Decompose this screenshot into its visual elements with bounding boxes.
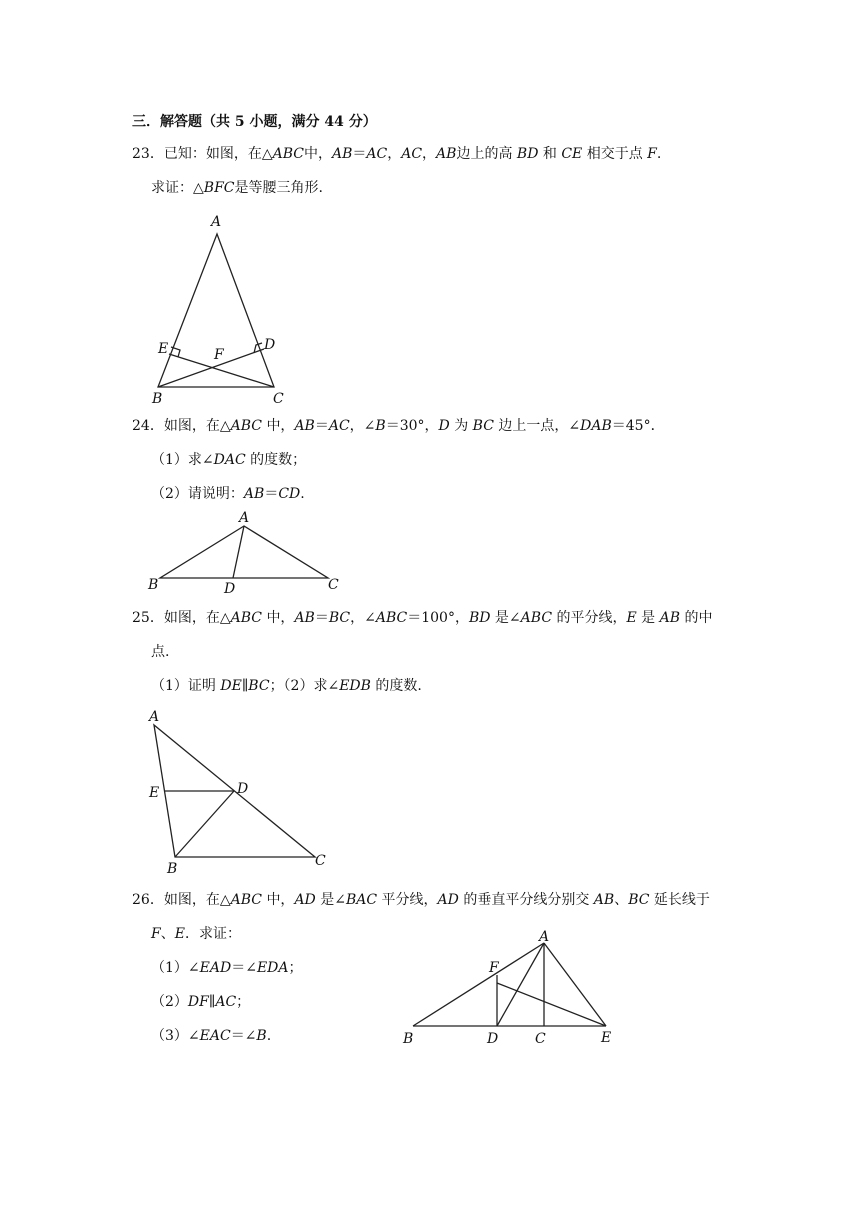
q26-part2	[151, 992, 250, 1012]
q23-var: BFC	[203, 180, 235, 196]
q25-parts	[151, 676, 422, 696]
q26-var: EDA	[256, 960, 289, 976]
q24-segment-ad	[233, 526, 244, 578]
q23-label-c: C	[273, 391, 284, 407]
q25-var: BC	[328, 610, 351, 626]
q23-text: 边上的高	[456, 146, 513, 162]
q25-label-a: A	[149, 709, 160, 725]
q23-label-f: F	[214, 347, 224, 363]
q25-var: BC	[248, 678, 270, 694]
q26-part3	[151, 1026, 271, 1046]
q24-text: 边上一点，∠	[498, 418, 581, 434]
q23-text: 是等腰三角形.	[234, 180, 323, 196]
q23-text: ，	[387, 146, 402, 162]
q25-segment-bd	[175, 791, 234, 857]
q25-text: 如图，在△	[163, 610, 231, 626]
q25-var: E	[626, 610, 637, 626]
q24-part1	[151, 450, 306, 470]
q24-text: ＝	[264, 486, 279, 502]
q24-statement	[132, 416, 665, 436]
q23-number: 23．	[132, 146, 164, 162]
q26-var: AC	[215, 994, 237, 1010]
q26-text: 、	[614, 892, 629, 908]
q26-var: BC	[628, 892, 650, 908]
q24-figure	[145, 510, 345, 600]
q25-label-b: B	[167, 861, 178, 877]
q26-label-c: C	[535, 1031, 546, 1047]
q24-part2	[151, 484, 305, 504]
q26-segment-ba	[413, 943, 544, 1026]
q26-number: 26．	[132, 892, 164, 908]
q25-var: ABC	[520, 610, 553, 626]
q26-var: AD	[437, 892, 459, 908]
q25-text: ；（2）求∠	[269, 678, 340, 694]
q25-text: 的度数.	[375, 678, 422, 694]
q26-text: 平分线，	[381, 892, 438, 908]
q26-text: .	[266, 1028, 272, 1044]
q24-text: 为	[454, 418, 469, 434]
q24-var: DAC	[213, 452, 246, 468]
q24-number: 24．	[132, 418, 164, 434]
q26-text: （1）∠	[151, 960, 200, 976]
q25-var: AB	[659, 610, 681, 626]
q23-text: ，	[422, 146, 437, 162]
q25-label-c: C	[315, 853, 326, 869]
q23-var: AB	[436, 146, 457, 162]
q23-triangle	[158, 234, 274, 387]
q26-var: E	[174, 926, 185, 942]
q24-text: 的度数；	[250, 452, 307, 468]
q23-prove	[151, 178, 323, 198]
q26-text: （2）	[151, 994, 188, 1010]
q25-label-d: D	[237, 781, 249, 797]
q23-text: ＝	[352, 146, 367, 162]
q23-var: ABC	[272, 146, 304, 162]
q26-text: 的垂直平分线分别交	[463, 892, 590, 908]
q24-var: AB	[294, 418, 315, 434]
q23-text: 相交于点	[586, 146, 643, 162]
q26-part1	[151, 958, 303, 978]
q25-text: ，∠	[350, 610, 376, 626]
q24-text: ＝45°．	[611, 418, 665, 434]
q26-var: B	[256, 1028, 267, 1044]
q25-text: 是	[641, 610, 656, 626]
q24-var: CD	[278, 486, 301, 502]
q24-text: ＝30°，	[385, 418, 439, 434]
q23-var: AB	[331, 146, 353, 162]
q26-var: EAC	[199, 1028, 231, 1044]
q26-label-e: E	[601, 1030, 612, 1046]
q26-text: 延长线于	[653, 892, 710, 908]
q26-text: ；	[288, 960, 303, 976]
q26-text: 中，	[266, 892, 295, 908]
q24-triangle	[160, 526, 328, 578]
q25-text: 的平分线，	[556, 610, 627, 626]
q25-label-e: E	[149, 785, 160, 801]
q25-text: ∥	[241, 678, 249, 694]
q24-label-b: B	[148, 577, 159, 593]
q25-statement	[132, 608, 712, 628]
q26-text: ＝∠	[231, 960, 257, 976]
q24-var: DAB	[580, 418, 612, 434]
q25-text: 中，	[266, 610, 295, 626]
q26-label-b: B	[403, 1031, 414, 1047]
q24-text: 如图，在△	[163, 418, 231, 434]
q25-var: ABC	[230, 610, 262, 626]
q23-label-d: D	[264, 337, 276, 353]
q24-text: 中，	[266, 418, 295, 434]
q24-text: .	[300, 486, 305, 502]
q26-segment-ad	[497, 943, 544, 1026]
q26-text: ＝∠	[230, 1028, 257, 1044]
q23-text: 和	[542, 146, 557, 162]
q24-label-a: A	[239, 510, 250, 526]
q23-var: CE	[561, 146, 583, 162]
q25-var: BD	[468, 610, 491, 626]
q26-var: DF	[187, 994, 209, 1010]
q24-label-c: C	[328, 577, 339, 593]
q23-figure	[150, 210, 300, 405]
q25-var: EDB	[339, 678, 371, 694]
q23-text: .	[656, 146, 662, 162]
q26-var: BAC	[345, 892, 378, 908]
q26-figure	[400, 925, 620, 1050]
q23-var: AC	[366, 146, 388, 162]
q23-altitude-bd	[158, 349, 264, 387]
q26-text: （3）∠	[151, 1028, 200, 1044]
q26-var: F	[151, 926, 161, 942]
q26-text: 如图，在△	[163, 892, 231, 908]
q26-text: 、	[160, 926, 175, 942]
q25-text: ＝	[314, 610, 329, 626]
q23-var: BD	[516, 146, 539, 162]
q24-var: AC	[328, 418, 350, 434]
q25-figure	[145, 705, 340, 880]
q23-text: 中，	[303, 146, 332, 162]
q25-var: AB	[294, 610, 315, 626]
q24-var: B	[375, 418, 386, 434]
q24-var: D	[438, 418, 450, 434]
q26-text: ∥	[208, 994, 216, 1010]
q24-text: ，∠	[349, 418, 376, 434]
q25-number: 25．	[132, 610, 164, 626]
q25-text: 是∠	[494, 610, 521, 626]
q24-text: （2）请说明：	[151, 486, 244, 502]
q23-label-e: E	[158, 341, 169, 357]
q26-label-d: D	[487, 1031, 499, 1047]
q26-text: ．求证：	[184, 926, 241, 942]
q24-var: ABC	[230, 418, 262, 434]
q26-statement	[132, 890, 710, 910]
q26-var: ABC	[230, 892, 262, 908]
q24-var: AB	[243, 486, 265, 502]
q24-text: （1）求∠	[151, 452, 214, 468]
q23-var: F	[647, 146, 657, 162]
q24-text: ＝	[314, 418, 329, 434]
q23-text: 已知：如图，在△	[163, 146, 273, 162]
q23-label-a: A	[211, 214, 222, 230]
q26-label-f: F	[489, 960, 499, 976]
q25-text: ＝100°，	[407, 610, 469, 626]
q26-line2	[151, 924, 241, 944]
q23-label-b: B	[152, 391, 163, 407]
q26-label-a: A	[539, 929, 550, 945]
q25-line2: 点.	[151, 644, 170, 660]
q26-var: AB	[593, 892, 615, 908]
q24-var: BC	[472, 418, 494, 434]
q24-label-d: D	[224, 581, 236, 597]
q26-var: EAD	[199, 960, 232, 976]
q25-text: 的中	[684, 610, 713, 626]
q23-var: AC	[401, 146, 423, 162]
q25-var: ABC	[375, 610, 408, 626]
q26-text: 是∠	[320, 892, 346, 908]
q26-var: AD	[294, 892, 316, 908]
q25-text: （1）证明	[151, 678, 216, 694]
q23-statement	[132, 144, 661, 164]
q26-text: ；	[236, 994, 251, 1010]
q25-var: DE	[220, 678, 242, 694]
section-header: 三．解答题（共 5 小题，满分 44 分）	[132, 114, 377, 130]
q23-text: 求证：△	[151, 180, 204, 196]
